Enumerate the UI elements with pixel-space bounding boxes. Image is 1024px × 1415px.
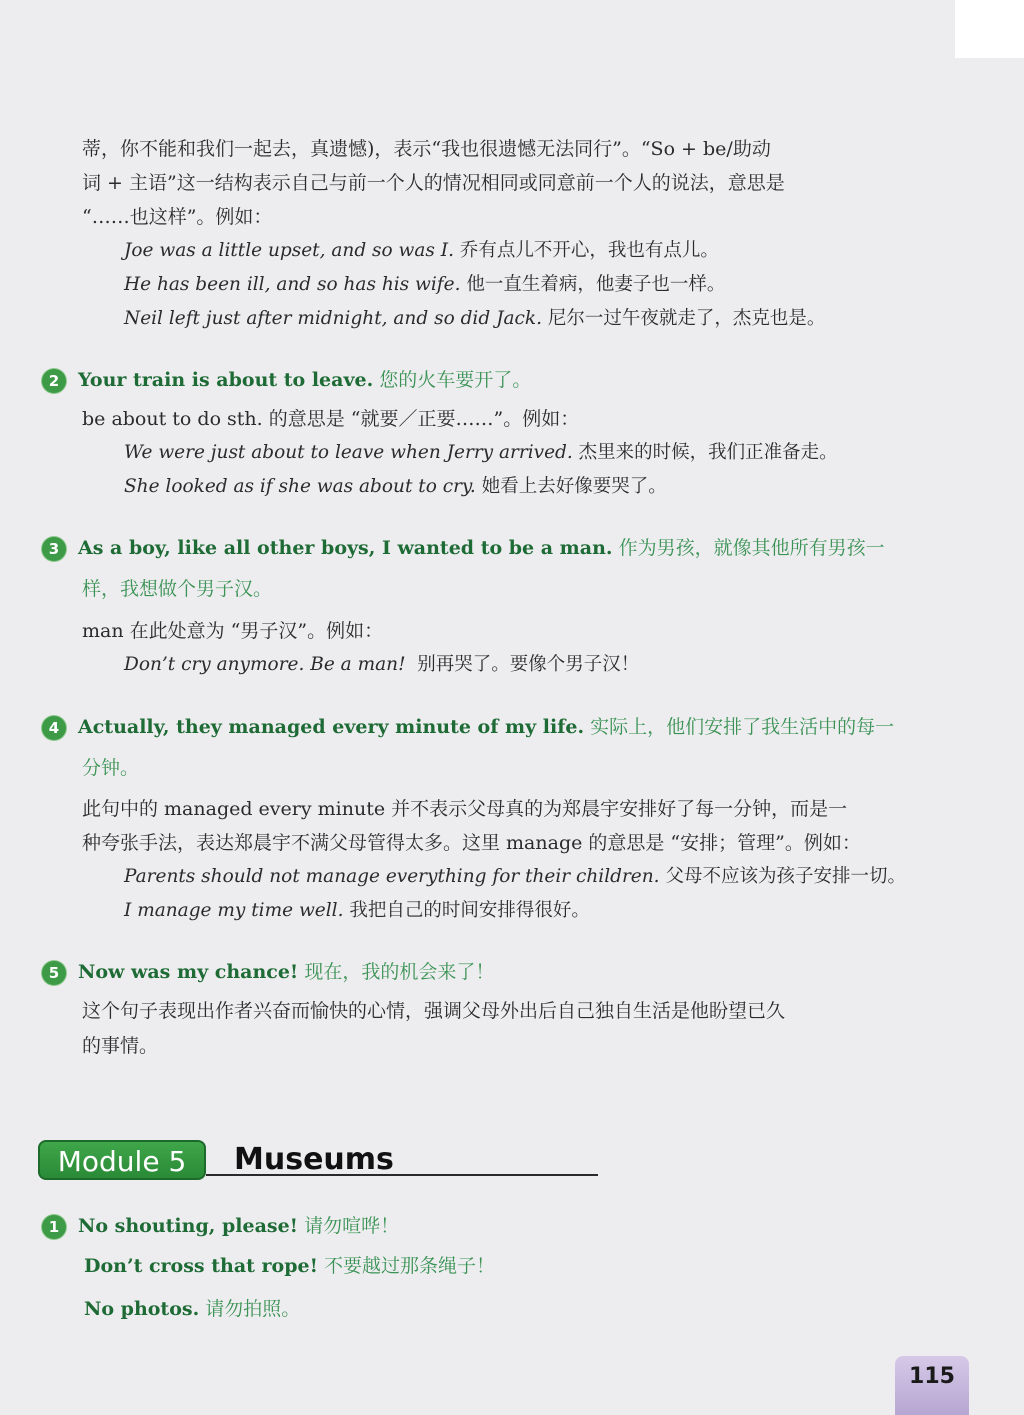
heading-zh-cont: 样，我想做个男子汉。 <box>82 578 273 600</box>
module-badge: Module 5 <box>38 1140 206 1180</box>
explanation: 的事情。 <box>82 1035 159 1057</box>
item-heading <box>42 367 962 393</box>
page-number-tab <box>895 1356 969 1415</box>
explanation: be about to do sth. 的意思是 “就要／正要……”。例如： <box>82 408 580 430</box>
heading-zh: 请勿喧哗！ <box>304 1215 400 1237</box>
number-badge: 4 <box>42 716 66 740</box>
number-badge: 2 <box>42 369 66 393</box>
item-heading-line: No photos. 请勿拍照。 <box>84 1298 301 1320</box>
example: Neil left just after midnight, and so did Jack. 尼尔一过午夜就走了，杰克也是。 <box>124 308 826 329</box>
item-heading <box>42 1213 962 1239</box>
explanation: 这个句子表现出作者兴奋而愉快的心情，强调父母外出后自己独自生活是他盼望已久 <box>82 1000 786 1022</box>
item-heading <box>42 535 962 561</box>
number-badge: 3 <box>42 537 66 561</box>
example: I manage my time well. 我把自己的时间安排得很好。 <box>124 900 590 921</box>
example: Parents should not manage everything for their children. 父母不应该为孩子安排一切。 <box>124 866 906 887</box>
item-heading-line: Don’t cross that rope! 不要越过那条绳子！ <box>84 1255 495 1277</box>
example: Don’t cry anymore. Be a man! 别再哭了。要像个男子汉！ <box>124 654 640 675</box>
intro-line-2: 词 + 主语”这一结构表示自己与前一个人的情况相同或同意前一个人的说法，意思是 <box>82 172 785 194</box>
number-badge: 5 <box>42 961 66 985</box>
heading-en: Now was my chance! <box>78 961 299 983</box>
intro-line-3: “……也这样”。例如： <box>82 206 273 228</box>
item-heading <box>42 959 962 985</box>
heading-en: Actually, they managed every minute of my life. <box>78 716 585 738</box>
intro-line-1: 蒂，你不能和我们一起去，真遗憾)，表示“我也很遗憾无法同行”。“So + be/助动 <box>82 138 771 160</box>
module-header <box>38 1140 598 1184</box>
heading-en: No shouting, please! <box>78 1215 299 1237</box>
heading-zh-cont: 分钟。 <box>82 757 140 779</box>
example: We were just about to leave when Jerry arrived. 杰里来的时候，我们正准备走。 <box>124 442 838 463</box>
page-corner <box>955 0 1024 58</box>
heading-en: As a boy, like all other boys, I wanted to be a man. <box>78 537 613 559</box>
heading-zh: 您的火车要开了。 <box>379 369 532 391</box>
explanation: 种夸张手法，表达郑晨宇不满父母管得太多。这里 manage 的意思是 “安排；管理”。例如： <box>82 832 861 854</box>
item-heading <box>42 714 962 740</box>
heading-zh: 作为男孩，就像其他所有男孩一 <box>618 537 885 559</box>
page-number: 115 <box>909 1364 955 1389</box>
heading-en: Your train is about to leave. <box>78 369 374 391</box>
explanation: 此句中的 managed every minute 并不表示父母真的为郑晨宇安排好了每一分钟，而是一 <box>82 798 848 820</box>
number-badge: 1 <box>42 1215 66 1239</box>
heading-zh: 现在，我的机会来了！ <box>304 961 495 983</box>
example: She looked as if she was about to cry. 她看上去好像要哭了。 <box>124 476 667 497</box>
heading-zh: 实际上，他们安排了我生活中的每一 <box>590 716 895 738</box>
module-title: Museums <box>234 1142 394 1177</box>
example: Joe was a little upset, and so was I. 乔有点儿不开心，我也有点儿。 <box>124 240 719 261</box>
explanation: man 在此处意为 “男子汉”。例如： <box>82 620 384 642</box>
example: He has been ill, and so has his wife. 他一直生着病，他妻子也一样。 <box>124 274 726 295</box>
